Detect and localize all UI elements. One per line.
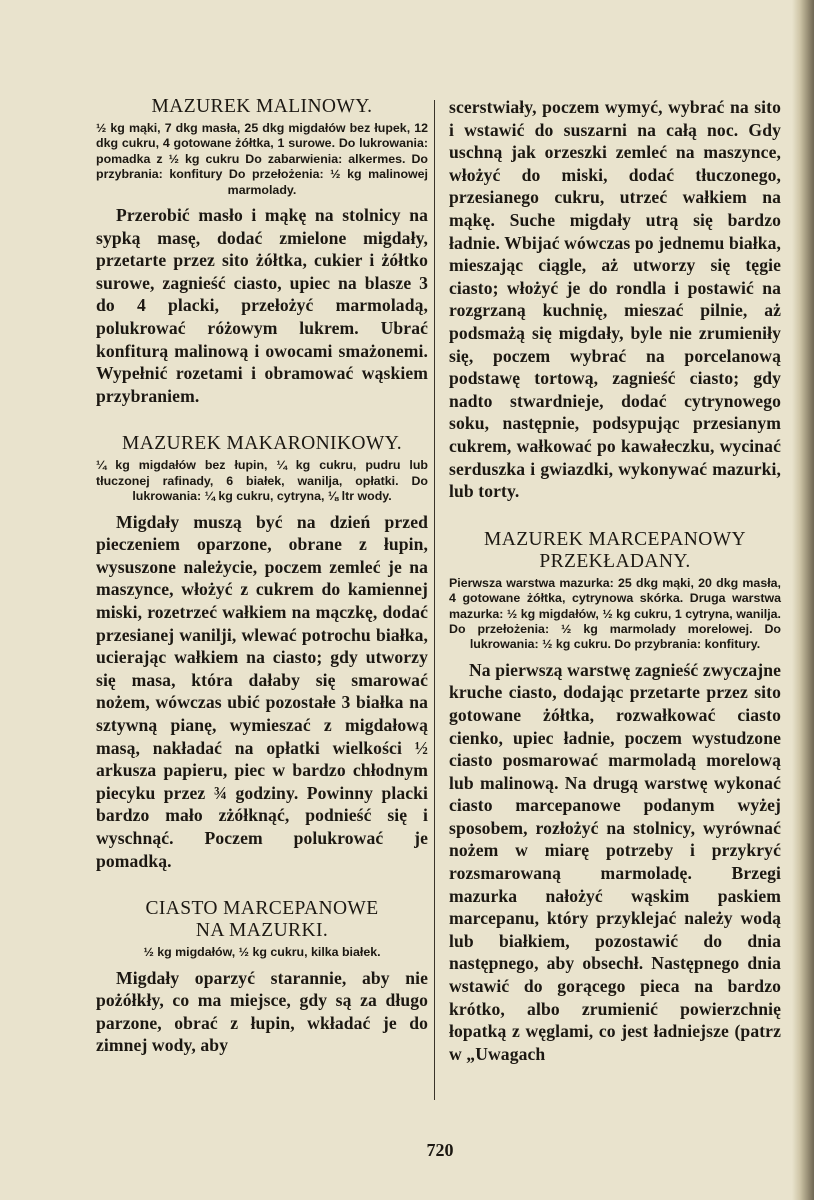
- recipe-title-line2: NA MAZURKI.: [195, 920, 329, 942]
- recipe-body-ciasto-marcepanowe: Migdały oparzyć starannie, aby nie pożółkły, co ma miejsce, gdy są za długo parzone, obrać z łupin, wkładać je do zimnej wody, aby: [96, 967, 428, 1056]
- recipe-body-mazurek-marcepanowy: Na pierwszą warstwę zagnieść zwyczajne kruche ciasto, dodając przetarte przez sito gotowane żółtka, rozwałkować ciasto cienko, upiec ładnie, poczem wystudzone ciasto posmarować marmoladą morelową lub malinową. Na drugą warstwę wykonać ciasto marcepanowe podanym wyżej sposobem, rozłożyć na stolnicy, wyrównać nożem w miarę potrzeby i przykryć rozsmarowaną marmoladę. Brzegi mazurka nałożyć wąskim paskiem marcepanu, który przyklejać należy wodą lub białkiem, pozostawić do dnia następnego, aby obsechł. Następnego dnia wstawić do gorącego pieca na bardzo krótko, albo zrumienić powierzchnię łopatką z węglami, co jest ładniejsze (patrz w „Uwagach: [449, 659, 781, 1064]
- recipe-title-mazurek-marcepanowy: [449, 529, 781, 573]
- recipe-body-continuation: scerstwiały, poczem wymyć, wybrać na sito i wstawić do suszarni na całą noc. Gdy uschną jak orzeszki zemleć na maszynce, włożyć do miski, dodać tłuczonego, przesianego cukru, utrzeć wałkiem na mąkę. Suche migdały utrą się bardzo ładnie. Wbijać wówczas po jednemu białka, mieszając ciągle, aż utworzy się tęgie ciasto; włożyć je do rondla i postawić na rozgrzaną kuchnię, mieszać pilnie, aż podsmażą się migdały, byle nie zrumieniły się, poczem wybrać na porcelanową podstawę tortową, zagnieść ciasto; gdy nadto stwardnieje, dodać cytrynowego soku, następnie, podsypując przesianym cukrem, wałkować po kawałeczku, wycinać serduszka i gwiazdki, wykonywać mazurki, lub torty.: [449, 97, 781, 502]
- recipe-body-mazurek-malinowy: Przerobić masło i mąkę na stolnicy na sypką masę, dodać zmielone migdały, przetarte przez sito żółtka, cukier i żółtko surowe, zagnieść ciasto, upiec na blasze 3 do 4 placki, przełożyć marmoladą, polukrować różowym lukrem. Ubrać konfiturą malinową i owocami smażonemi. Wypełnić rozetami i obramować wąskiem przybraniem.: [96, 205, 428, 406]
- left-column: [96, 96, 428, 1057]
- page-number: 720: [426, 1140, 454, 1160]
- recipe-body-mazurek-makaronikowy: Migdały muszą być na dzień przed pieczeniem oparzone, obrane z łupin, wysuszone należycie, poczem zemleć je na maszynce, włożyć z cukrem do kamiennej miski, rozetrzeć wałkiem na mączkę, dodać przesianej wanilji, wlewać potrochu białka, ucierając wałkiem na ciasto; gdy utworzy się masa, która dałaby się smarować nożem, wówczas ubić pozostałe 3 białka na sztywną pianę, wymieszać z migdałową masą, nakładać na opłatki wielkości ½ arkusza papieru, piec w bardzo chłodnym piecyku przez ¾ godziny. Powinny placki bardzo mało zżółknąć, podnieść się i wyschnąć. Poczem polukrować je pomadką.: [96, 511, 428, 871]
- recipe-title-ciasto-marcepanowe: [96, 898, 428, 942]
- recipe-title-line1: CIASTO MARCEPANOWE: [145, 898, 379, 920]
- recipe-title-mazurek-malinowy: MAZUREK MALINOWY.: [151, 96, 373, 117]
- page-edge-shadow: [792, 0, 814, 1200]
- column-divider: [434, 100, 435, 1100]
- recipe-ingredients-mazurek-makaronikowy: ¼ kg migdałów bez łupin, ¼ kg cukru, pudru lub tłuczonej rafinady, 6 białek, wanilja, opłatki. Do lukrowania: ¼ kg cukru, cytryna, ⅛ ltr wody.: [96, 458, 428, 504]
- recipe-ingredients-mazurek-malinowy: ½ kg mąki, 7 dkg masła, 25 dkg migdałów bez łupek, 12 dkg cukru, 4 gotowane żółtka, 1 surowe. Do lukrowania: pomadka z ½ kg cukru Do zabarwienia: alkermes. Do przybrania: konfitury Do przełożenia: ½ kg malinowej marmolady.: [96, 121, 428, 197]
- recipe-ingredients-ciasto-marcepanowe: ½ kg migdałów, ½ kg cukru, kilka białek.: [143, 945, 381, 960]
- recipe-ingredients-mazurek-marcepanowy: Pierwsza warstwa mazurka: 25 dkg mąki, 20 dkg masła, 4 gotowane żółtka, cytrynowa skórka. Druga warstwa mazurka: ½ kg migdałów, ½ kg cukru, 1 cytryna, wanilja. Do przełożenia: ½ kg marmolady morelowej. Do lukrowania: ½ kg cukru. Do przybrania: konfitury.: [449, 575, 781, 652]
- recipe-title-line1: MAZUREK MARCEPANOWY: [483, 528, 747, 550]
- recipe-title-mazurek-makaronikowy: MAZUREK MAKARONIKOWY.: [122, 433, 402, 455]
- right-column: [449, 96, 781, 1065]
- recipe-title-line2: PRZEKŁADANY.: [539, 550, 691, 572]
